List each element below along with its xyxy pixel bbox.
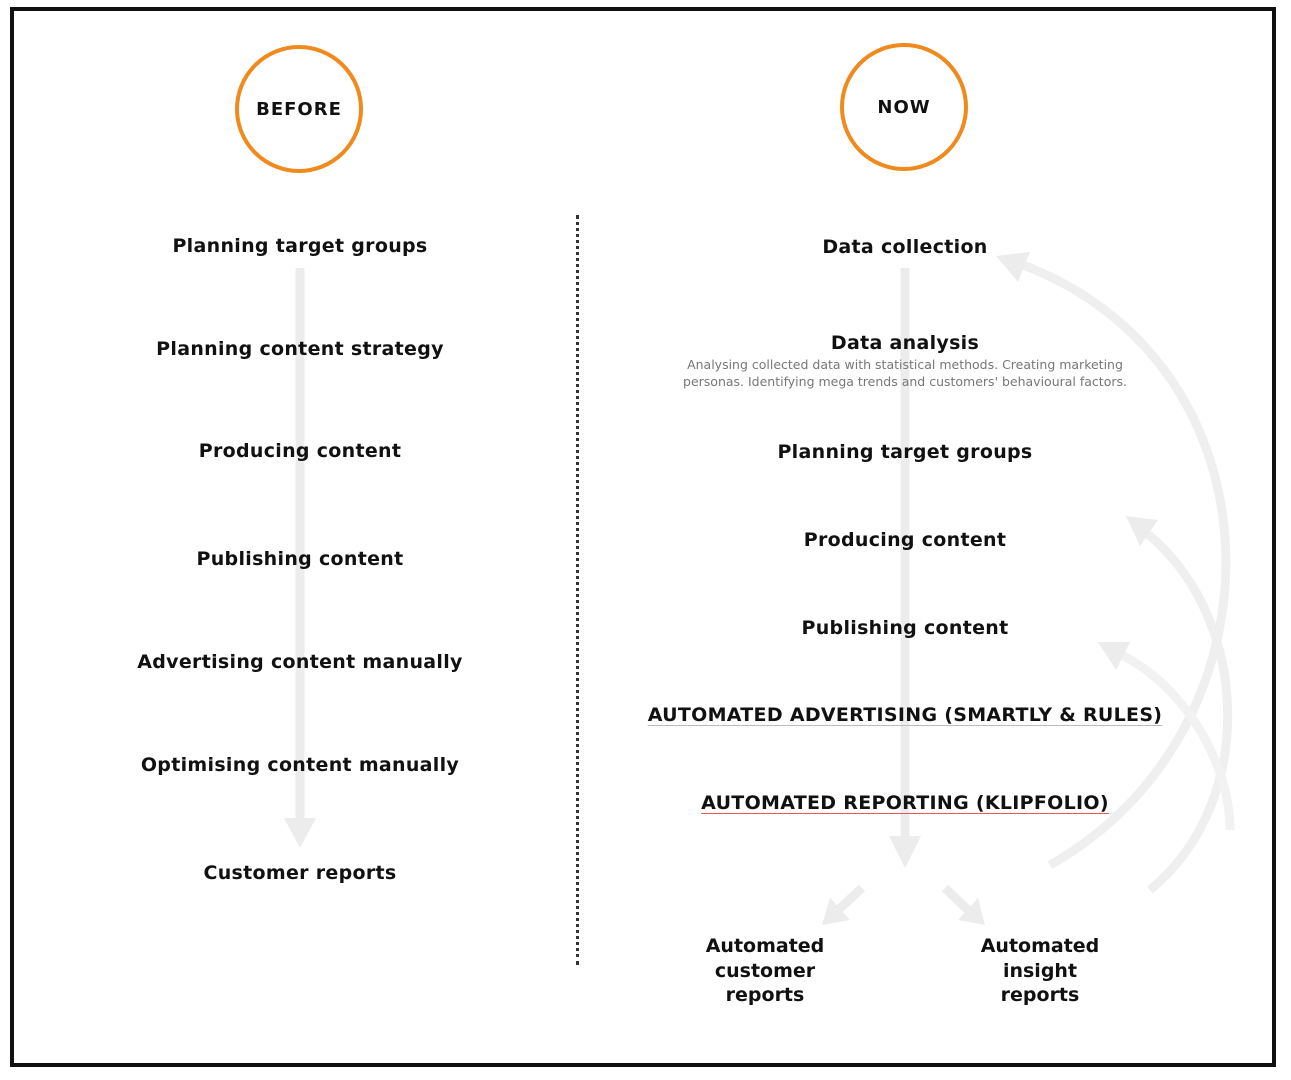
output-insight-line1: Automated (980, 935, 1100, 957)
output-insight-line2: insight (1002, 959, 1078, 982)
before-step-planning-content-strategy: Planning content strategy (156, 338, 444, 360)
now-step-planning-target-groups: Planning target groups (777, 441, 1033, 463)
before-step-optimising-manually: Optimising content manually (140, 754, 460, 776)
before-step-producing-content: Producing content (198, 440, 402, 462)
now-title: NOW (877, 96, 931, 118)
before-flow-arrowhead (284, 818, 316, 848)
now-step-data-analysis: Data analysis (830, 332, 980, 354)
automated-reporting-label: AUTOMATED REPORTING (KLIPFOLIO) (701, 792, 1109, 814)
before-circle (235, 45, 363, 173)
before-step-advertising-manually: Advertising content manually (137, 651, 463, 673)
split-arrow-right (945, 888, 970, 912)
now-step-automated-advertising (605, 704, 1205, 727)
output-customer-line3: reports (725, 984, 805, 1007)
now-step-publishing-content: Publishing content (801, 617, 1009, 639)
now-step-automated-reporting (605, 792, 1205, 815)
automated-advertising-label: AUTOMATED ADVERTISING (SMARTLY & RULES) (647, 704, 1163, 726)
output-automated-insight-reports (960, 934, 1120, 1008)
now-step-producing-content: Producing content (803, 529, 1007, 551)
data-analysis-description-line1: Analysing collected data with statistical methods. Creating marketing (687, 357, 1123, 372)
output-customer-line2: customer (714, 959, 816, 982)
output-insight-line3: reports (1000, 984, 1080, 1007)
before-step-planning-target-groups: Planning target groups (172, 235, 428, 257)
output-customer-line1: Automated (705, 935, 825, 957)
before-title: BEFORE (256, 98, 342, 120)
split-arrow-left (836, 888, 862, 912)
now-step-data-collection: Data collection (822, 236, 988, 258)
data-analysis-description (625, 357, 1185, 391)
data-analysis-description-line2: personas. Identifying mega trends and customers' behavioural factors. (683, 373, 1127, 389)
now-flow-arrowhead (889, 836, 921, 868)
now-circle (840, 43, 968, 171)
column-divider (576, 215, 579, 965)
before-step-publishing-content: Publishing content (196, 548, 404, 570)
before-step-customer-reports: Customer reports (203, 862, 397, 884)
output-automated-customer-reports (685, 934, 845, 1008)
